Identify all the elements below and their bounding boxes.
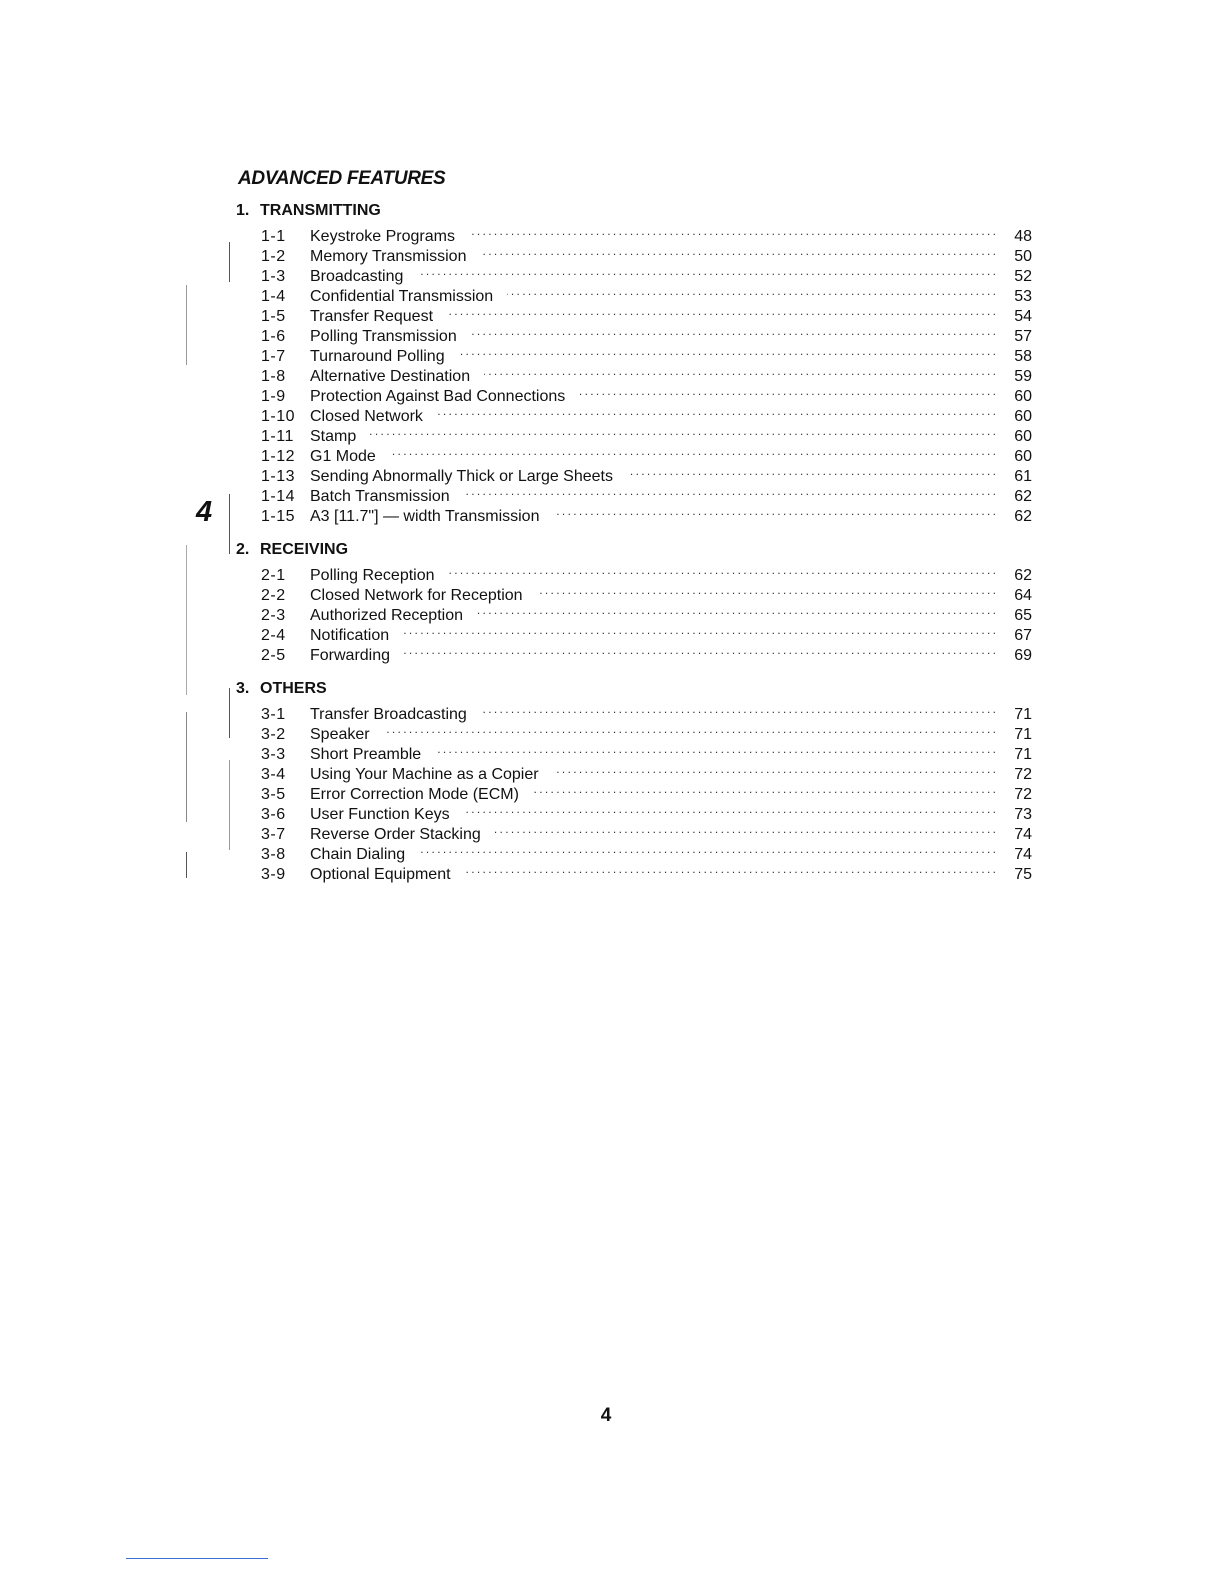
entry-page: 62 (1014, 508, 1032, 525)
dot-leader (447, 301, 996, 321)
entry-title: Optional Equipment (310, 866, 451, 883)
entry-number: 1-2 (261, 248, 286, 265)
entry-title: Chain Dialing (310, 846, 406, 863)
dot-leader (469, 221, 996, 241)
dot-leader (437, 401, 996, 421)
entry-number: 2-2 (261, 587, 286, 604)
entry-page: 59 (1014, 368, 1032, 385)
dot-leader (419, 839, 996, 859)
entry-title: Polling Transmission (310, 328, 457, 345)
entry-number: 1-15 (261, 508, 296, 525)
entry-number: 3-6 (261, 806, 286, 823)
entry-title: Transfer Broadcasting (310, 706, 467, 723)
dot-leader (435, 739, 996, 759)
entry-number: 1-1 (261, 228, 286, 245)
entry-title: Memory Transmission (310, 248, 467, 265)
entry-title: Using Your Machine as a Copier (310, 766, 539, 783)
entry-title: Broadcasting (310, 268, 404, 285)
entry-title: Speaker (310, 726, 370, 743)
entry-number: 1-11 (261, 428, 294, 445)
toc-section (236, 679, 1032, 883)
margin-rule (186, 545, 187, 695)
dot-leader (481, 699, 996, 719)
bottom-link-underline (126, 1558, 268, 1559)
entry-number: 3-3 (261, 746, 286, 763)
margin-rule (229, 242, 230, 282)
entry-page: 62 (1014, 488, 1032, 505)
entry-page: 60 (1014, 448, 1032, 465)
entry-number: 1-10 (261, 408, 296, 425)
entry-page: 60 (1014, 388, 1032, 405)
entry-number: 1-6 (261, 328, 286, 345)
entry-title: Reverse Order Stacking (310, 826, 481, 843)
entry-page: 54 (1014, 308, 1032, 325)
entry-page: 64 (1014, 587, 1032, 604)
margin-rule (186, 712, 187, 822)
entry-title: User Function Keys (310, 806, 450, 823)
margin-rule (229, 494, 230, 554)
entry-title: A3 [11.7"] — width Transmission (310, 508, 540, 525)
section-title (236, 201, 1032, 221)
entry-title: G1 Mode (310, 448, 376, 465)
entry-title: Short Preamble (310, 746, 422, 763)
entry-title: Sending Abnormally Thick or Large Sheets (310, 468, 613, 485)
entry-title: Batch Transmission (310, 488, 450, 505)
dot-leader (579, 381, 996, 401)
entry-title: Authorized Reception (310, 607, 463, 624)
side-tab-number: 4 (196, 496, 213, 528)
dot-leader (403, 620, 996, 640)
toc-section (236, 201, 1032, 525)
margin-rule (229, 760, 230, 850)
dot-leader (507, 281, 996, 301)
dot-leader (464, 799, 996, 819)
entry-page: 69 (1014, 647, 1032, 664)
entry-page: 53 (1014, 288, 1032, 305)
dot-leader (553, 759, 996, 779)
toc-section (236, 540, 1032, 664)
entry-number: 2-1 (261, 567, 286, 584)
section-label: TRANSMITTING (260, 202, 381, 219)
entry-number: 1-5 (261, 308, 286, 325)
entry-number: 2-5 (261, 647, 286, 664)
entry-title: Notification (310, 627, 390, 644)
table-of-contents (236, 201, 1032, 898)
dot-leader (370, 421, 996, 441)
toc-entry (236, 699, 1032, 723)
dot-leader (465, 859, 996, 879)
margin-rule (186, 285, 187, 365)
entry-page: 74 (1014, 846, 1032, 863)
entry-title: Stamp (310, 428, 357, 445)
entry-title: Error Correction Mode (ECM) (310, 786, 519, 803)
section-number: 3. (236, 680, 250, 697)
dot-leader (390, 441, 996, 461)
entry-page: 71 (1014, 726, 1032, 743)
entry-number: 1-9 (261, 388, 286, 405)
dot-leader (471, 321, 996, 341)
dot-leader (495, 819, 996, 839)
entry-title: Turnaround Polling (310, 348, 445, 365)
page-heading: ADVANCED FEATURES (238, 168, 446, 189)
entry-number: 3-4 (261, 766, 286, 783)
entry-page: 57 (1014, 328, 1032, 345)
page-number: 4 (600, 1405, 612, 1426)
entry-title: Transfer Request (310, 308, 434, 325)
margin-rule (186, 852, 187, 878)
dot-leader (553, 501, 996, 521)
dot-leader (537, 580, 996, 600)
entry-page: 50 (1014, 248, 1032, 265)
margin-rule (229, 688, 230, 738)
dot-leader (480, 241, 996, 261)
entry-number: 3-5 (261, 786, 286, 803)
section-title (236, 679, 1032, 699)
dot-leader (533, 779, 996, 799)
section-label: RECEIVING (260, 541, 349, 558)
entry-number: 3-7 (261, 826, 286, 843)
toc-entry (236, 221, 1032, 245)
entry-number: 1-12 (261, 448, 296, 465)
entry-page: 75 (1014, 866, 1032, 883)
entry-number: 3-2 (261, 726, 286, 743)
section-label: OTHERS (260, 680, 327, 697)
entry-title: Forwarding (310, 647, 391, 664)
entry-number: 2-3 (261, 607, 286, 624)
entry-title: Closed Network for Reception (310, 587, 523, 604)
entry-title: Polling Reception (310, 567, 435, 584)
dot-leader (404, 640, 996, 660)
entry-page: 73 (1014, 806, 1032, 823)
entry-number: 1-3 (261, 268, 286, 285)
entry-page: 60 (1014, 408, 1032, 425)
dot-leader (627, 461, 996, 481)
toc-entry (236, 560, 1032, 584)
entry-title: Alternative Destination (310, 368, 471, 385)
section-title (236, 540, 1032, 560)
entry-title: Protection Against Bad Connections (310, 388, 566, 405)
entry-number: 3-1 (261, 706, 286, 723)
entry-page: 58 (1014, 348, 1032, 365)
entry-page: 62 (1014, 567, 1032, 584)
entry-page: 60 (1014, 428, 1032, 445)
entry-title: Closed Network (310, 408, 423, 425)
section-number: 1. (236, 202, 250, 219)
entry-number: 3-9 (261, 866, 286, 883)
entry-title: Keystroke Programs (310, 228, 455, 245)
entry-page: 74 (1014, 826, 1032, 843)
entry-number: 1-4 (261, 288, 286, 305)
entry-page: 61 (1014, 468, 1032, 485)
entry-page: 71 (1014, 746, 1032, 763)
entry-number: 1-8 (261, 368, 286, 385)
entry-number: 3-8 (261, 846, 286, 863)
entry-page: 72 (1014, 786, 1032, 803)
dot-leader (417, 261, 996, 281)
entry-number: 1-14 (261, 488, 296, 505)
dot-leader (384, 719, 996, 739)
entry-page: 65 (1014, 607, 1032, 624)
entry-page: 72 (1014, 766, 1032, 783)
section-number: 2. (236, 541, 250, 558)
dot-leader (484, 361, 996, 381)
dot-leader (477, 600, 996, 620)
entry-number: 1-13 (261, 468, 296, 485)
entry-title: Confidential Transmission (310, 288, 494, 305)
dot-leader (464, 481, 996, 501)
entry-page: 48 (1014, 228, 1032, 245)
dot-leader (459, 341, 996, 361)
entry-number: 2-4 (261, 627, 286, 644)
entry-number: 1-7 (261, 348, 286, 365)
dot-leader (449, 560, 996, 580)
entry-page: 67 (1014, 627, 1032, 644)
entry-page: 52 (1014, 268, 1032, 285)
entry-page: 71 (1014, 706, 1032, 723)
